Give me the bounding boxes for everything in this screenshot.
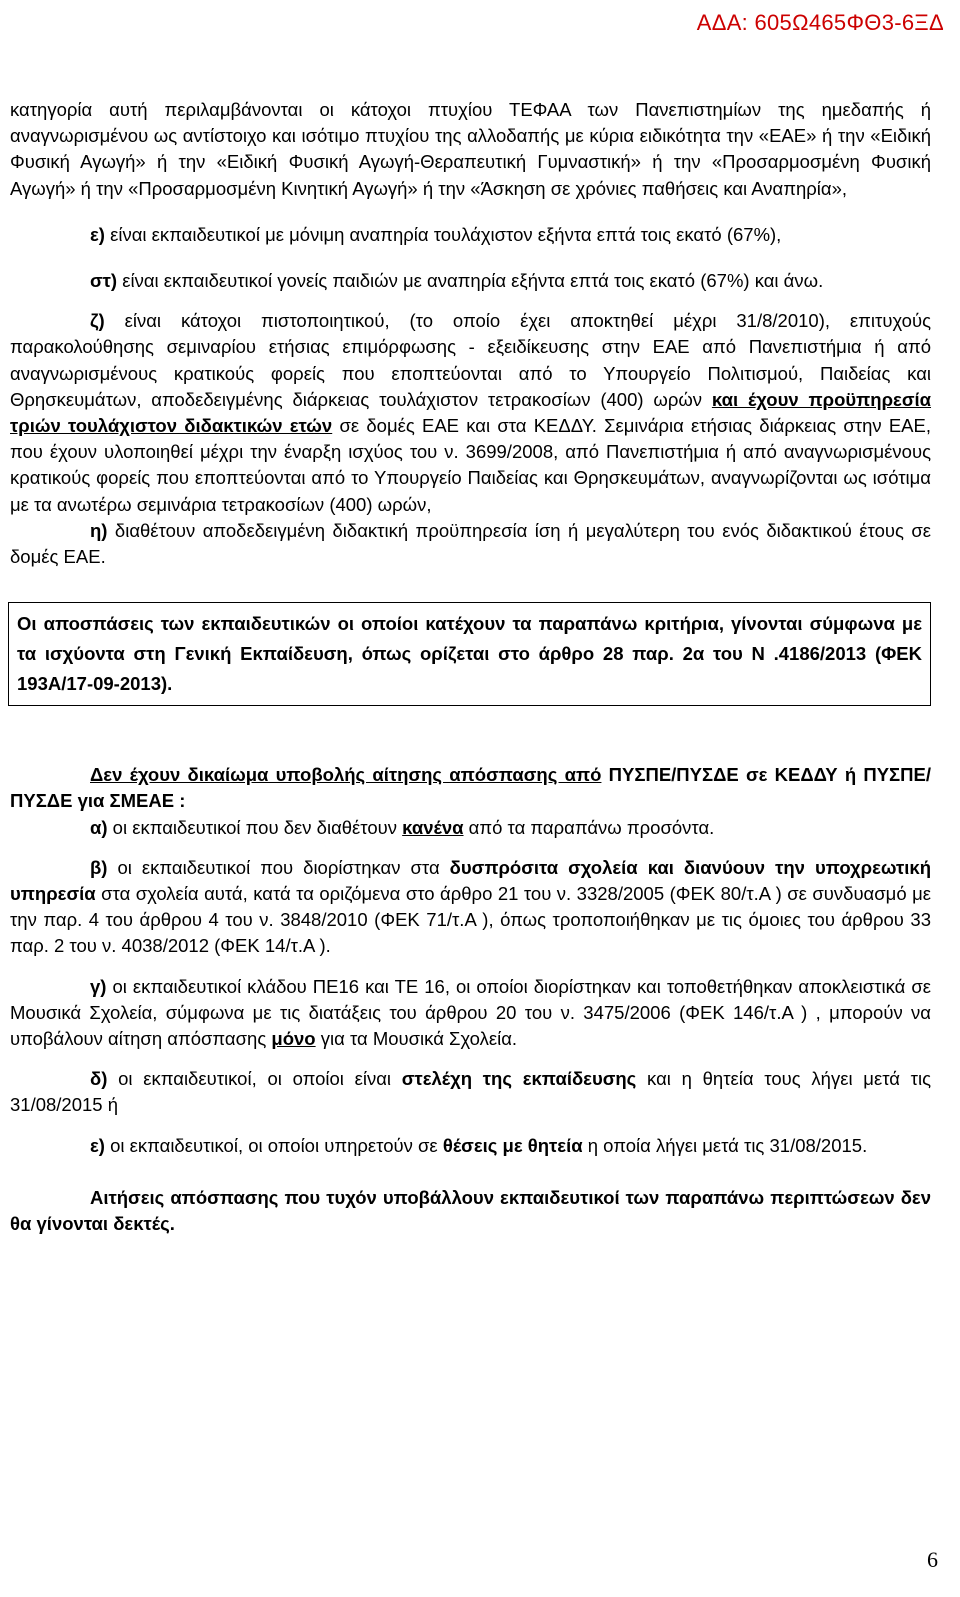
item-a-label: α) <box>90 816 108 838</box>
item-e2-bold: θέσεις με θητεία <box>442 1134 583 1156</box>
item-st-text: είναι εκπαιδευτικοί γονείς παιδιών με αναπηρία εξήντα επτά τοις εκατό (67%) και άνω. <box>117 270 824 292</box>
item-b-label: β) <box>90 856 108 878</box>
item-st-label: στ) <box>90 270 118 292</box>
no-right-title-underlined: Δεν έχουν δικαίωμα υποβολής αίτησης απόσπασης από <box>90 764 602 786</box>
paragraph-category: κατηγορία αυτή περιλαμβάνονται οι κάτοχοι πτυχίου ΤΕΦΑΑ των Πανεπιστημίων της ημεδαπής ή αναγνωρισμένου ως αντίστοιχο και ισότιμο πτυχίου της αλλοδαπής με κύρια ειδικότητα την «ΕΑΕ» ή την «Ειδική Φυσική Αγωγή» ή την «Ειδική Φυσική Αγωγή-Θεραπευτική Γυμναστική» ή την «Προσαρμοσμένη Φυσική Αγωγή» ή την «Προσαρμοσμένη Κινητική Αγωγή» ή την «Άσκηση σε χρόνιες παθήσεις και Αναπηρία», <box>10 99 931 199</box>
item-e2 <box>10 1133 931 1159</box>
item-h-label: η) <box>90 519 108 541</box>
item-a-text-1: οι εκπαιδευτικοί που δεν διαθέτουν <box>107 816 403 838</box>
item-h-text: διαθέτουν αποδεδειγμένη διδακτική προϋπηρεσία ίση ή μεγαλύτερη του ενός διδακτικού έτους σε δομές ΕΑΕ. <box>10 519 931 568</box>
item-g-text-1: οι εκπαιδευτικοί κλάδου ΠΕ16 και ΤΕ 16, οι οποίοι διορίστηκαν και τοποθετήθηκαν αποκλειστικά σε Μουσικά Σχολεία, σύμφωνα με τις διατάξεις του άρθρου 20 του ν. 3475/2006 (ΦΕΚ 146/τ.Α ) , μπορούν να υποβάλουν αίτηση απόσπασης <box>10 975 931 1050</box>
item-z-label: ζ) <box>90 310 105 332</box>
item-a-text-2: από τα παραπάνω προσόντα. <box>463 816 715 838</box>
item-z-bold: και έχουν προϋπηρεσία τριών τουλάχιστον διδακτικών ετών <box>10 388 932 437</box>
page-number: 6 <box>927 1547 938 1572</box>
item-e2-label: ε) <box>90 1134 105 1156</box>
item-g <box>10 974 931 1053</box>
document-body <box>10 97 931 1237</box>
item-g-text-2: για τα Μουσικά Σχολεία. <box>315 1028 518 1050</box>
item-e2-text-2: η οποία λήγει μετά τις 31/08/2015. <box>582 1134 868 1156</box>
item-st <box>10 268 931 294</box>
item-a-underlined: κανένα <box>402 816 464 838</box>
final-statement: Αιτήσεις απόσπασης που τυχόν υποβάλλουν εκπαιδευτικοί των παραπάνω περιπτώσεων δεν θα γίνονται δεκτές. <box>10 1186 931 1235</box>
item-e <box>10 222 931 248</box>
item-e-text: είναι εκπαιδευτικοί με μόνιμη αναπηρία τουλάχιστον εξήντα επτά τοις εκατό (67%), <box>104 223 782 245</box>
item-z <box>10 308 931 518</box>
item-b-text-2: στα σχολεία αυτά, κατά τα οριζόμενα στο άρθρο 21 του ν. 3328/2005 (ΦΕΚ 80/τ.Α ) σε συνδυασμό με την παρ. 4 του άρθρου 4 του ν. 3848/2010 (ΦΕΚ 71/τ.Α ), όπως τροποποιήθηκαν με τις όμοιες του άρθρου 33 παρ. 2 του ν. 4038/2012 (ΦΕΚ 14/τ.Α ). <box>10 883 931 957</box>
item-d-text-1: οι εκπαιδευτικοί, οι οποίοι είναι <box>107 1068 402 1090</box>
item-g-bold: μόνο <box>271 1028 316 1050</box>
item-z-text-1: είναι κάτοχοι πιστοποιητικού, (το οποίο έχει αποκτηθεί μέχρι 31/8/2010), επιτυχούς παρακολούθησης σεμιναρίου ετήσιας επιμόρφωσης - εξειδίκευσης στην ΕΑΕ από Πανεπιστήμια ή από αναγνωρισμένους κρατικούς φορείς που εποπτεύονται από το Υπουργείο Πολιτισμού, Παιδείας και Θρησκευμάτων, αποδεδειγμένης διάρκειας τουλάχιστον τετρακοσίων (400) ωρών <box>10 310 931 410</box>
ada-code: ΑΔΑ: 605Ω465ΦΘ3-6ΞΔ <box>696 10 944 35</box>
no-right-title-rest: ΠΥΣΠΕ/ΠΥΣΔΕ σε ΚΕΔΔΥ ή ΠΥΣΠΕ/ΠΥΣΔΕ για ΣΜΕΑΕ : <box>10 764 931 812</box>
item-e-label: ε) <box>90 223 105 245</box>
item-b-bold: δυσπρόσιτα σχολεία και διανύουν την υποχρεωτική υπηρεσία <box>10 856 932 905</box>
item-b <box>10 855 931 960</box>
notice-box: Οι αποσπάσεις των εκπαιδευτικών οι οποίοι κατέχουν τα παραπάνω κριτήρια, γίνονται σύμφωνα με τα ισχύοντα στη Γενική Εκπαίδευση, όπως ορίζεται στο άρθρο 28 παρ. 2α του Ν .4186/2013 (ΦΕΚ 193Α/17-09-2013). <box>8 602 931 706</box>
item-h <box>10 518 931 570</box>
item-a <box>10 815 931 841</box>
item-d-text-2: και η θητεία τους λήγει μετά τις 31/08/2015 ή <box>10 1068 931 1116</box>
item-d-label: δ) <box>90 1068 108 1090</box>
item-e2-text-1: οι εκπαιδευτικοί, οι οποίοι υπηρετούν σε <box>104 1134 443 1156</box>
item-d <box>10 1066 931 1118</box>
no-right-title <box>10 762 931 814</box>
item-b-text-1: οι εκπαιδευτικοί που διορίστηκαν στα <box>107 856 450 878</box>
item-g-label: γ) <box>90 975 107 997</box>
item-z-text-2: σε δομές ΕΑΕ και στα ΚΕΔΔΥ. Σεμινάρια ετήσιας διάρκειας στην ΕΑΕ, που έχουν υλοποιηθεί μέχρι την έναρξη ισχύος του ν. 3699/2008, από Πανεπιστήμια ή από αναγνωρισμένους κρατικούς φορείς που εποπτεύονται από το Υπουργείο Παιδείας και Θρησκευμάτων, αναγνωρίζονται ως ισότιμα με τα ανωτέρω σεμινάρια τετρακοσίων (400) ωρών, <box>10 415 932 515</box>
item-d-bold: στελέχη της εκπαίδευσης <box>401 1068 637 1090</box>
